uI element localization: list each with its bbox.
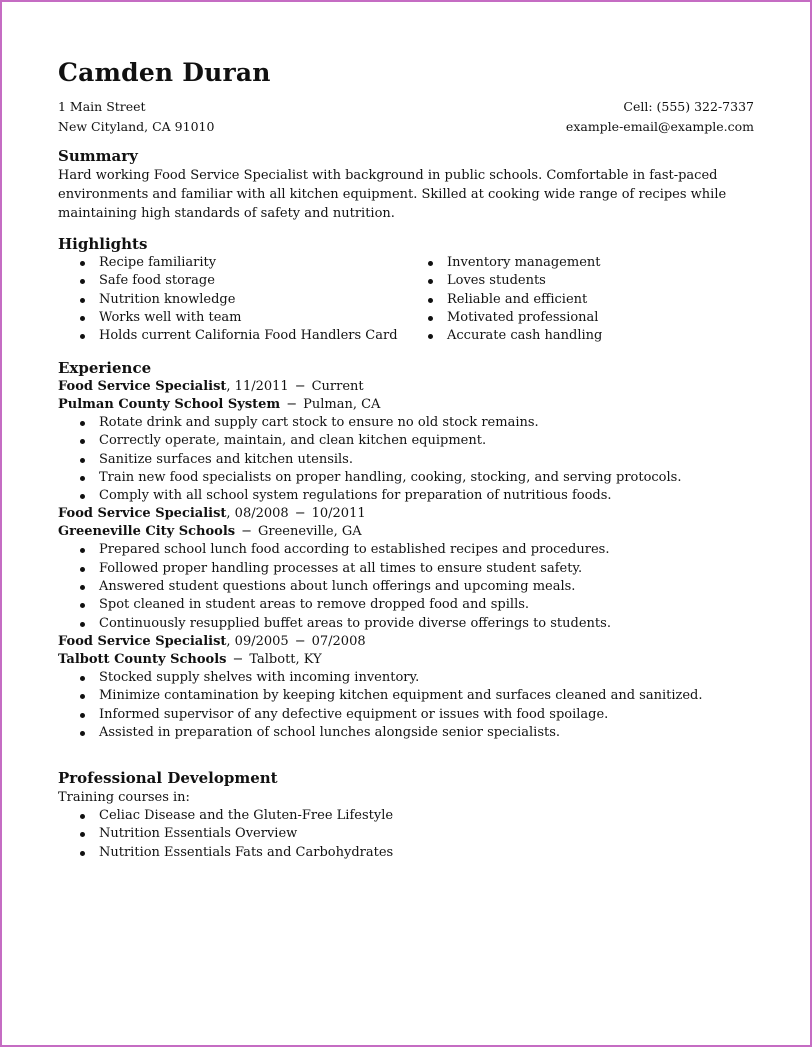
date-separator: − (294, 506, 306, 522)
course-item: Celiac Disease and the Gluten-Free Lifestyle (58, 807, 754, 825)
highlights-right-list (406, 254, 754, 345)
highlights-section (58, 234, 754, 345)
employer-location: Greeneville, GA (258, 524, 362, 540)
highlight-item: Inventory management (406, 254, 754, 272)
date-separator: − (294, 633, 306, 649)
duty-item: Train new food specialists on proper handling, cooking, stocking, and serving protocols. (58, 469, 754, 487)
job-entry (58, 505, 754, 632)
course-item: Nutrition Essentials Fats and Carbohydrates (58, 844, 754, 862)
highlight-item: Reliable and efficient (406, 291, 754, 309)
development-intro: Training courses in: (58, 790, 190, 805)
job-end-date: 07/2008 (311, 633, 366, 649)
employer-line (58, 396, 754, 414)
development-section (58, 768, 754, 862)
job-list (58, 378, 754, 742)
development-heading: Professional Development (58, 769, 278, 787)
highlight-item: Safe food storage (58, 272, 406, 290)
job-title: Food Service Specialist (58, 506, 227, 522)
job-duties (58, 669, 754, 742)
highlights-heading: Highlights (58, 235, 148, 253)
highlights-left-list (58, 254, 406, 345)
duty-item: Prepared school lunch food according to established recipes and procedures. (58, 541, 754, 559)
duty-item: Answered student questions about lunch offerings and upcoming meals. (58, 578, 754, 596)
course-item: Nutrition Essentials Overview (58, 825, 754, 843)
date-separator: − (294, 379, 306, 394)
duty-item: Minimize contamination by keeping kitchen equipment and surfaces cleaned and sanitized. (58, 687, 754, 705)
city-address: New Cityland, CA 91010 (58, 119, 215, 134)
job-entry (58, 378, 754, 505)
summary-heading: Summary (58, 147, 138, 165)
highlight-item: Motivated professional (406, 309, 754, 327)
highlight-item: Loves students (406, 272, 754, 290)
phone-number: Cell: (555) 322-7337 (623, 99, 754, 114)
experience-section (58, 358, 754, 742)
location-separator: − (241, 524, 253, 540)
job-end-date: 10/2011 (311, 506, 366, 522)
highlight-item: Works well with team (58, 309, 406, 327)
employer-name: Talbott County Schools (58, 651, 227, 667)
duty-item: Comply with all school system regulations for preparation of nutritious foods. (58, 487, 754, 505)
employer-location: Pulman, CA (303, 397, 381, 412)
employer-line (58, 651, 754, 669)
highlight-item: Holds current California Food Handlers Card (58, 327, 406, 345)
experience-heading: Experience (58, 359, 152, 377)
location-separator: − (286, 397, 298, 412)
contact-address (58, 97, 214, 137)
job-title: Food Service Specialist (58, 379, 227, 394)
highlight-item: Accurate cash handling (406, 327, 754, 345)
duty-item: Continuously resupplied buffet areas to provide diverse offerings to students. (58, 615, 754, 633)
duty-item: Sanitize surfaces and kitchen utensils. (58, 451, 754, 469)
highlights-columns (58, 254, 754, 345)
job-title-line (58, 505, 754, 523)
highlight-item: Recipe familiarity (58, 254, 406, 272)
employer-name: Pulman County School System (58, 397, 281, 412)
job-title-line (58, 378, 754, 396)
job-start-date: , 11/2011 (226, 379, 289, 394)
candidate-name: Camden Duran (58, 58, 271, 87)
job-entry (58, 633, 754, 742)
duty-item: Rotate drink and supply cart stock to ensure no old stock remains. (58, 414, 754, 432)
employer-location: Talbott, KY (249, 651, 322, 667)
duty-item: Assisted in preparation of school lunches alongside senior specialists. (58, 724, 754, 742)
street-address: 1 Main Street (58, 99, 146, 114)
job-duties (58, 414, 754, 505)
contact-details (566, 97, 754, 137)
duty-item: Correctly operate, maintain, and clean kitchen equipment. (58, 432, 754, 450)
location-separator: − (232, 651, 244, 667)
employer-name: Greeneville City Schools (58, 524, 236, 540)
development-list (58, 807, 754, 862)
duty-item: Followed proper handling processes at all times to ensure student safety. (58, 560, 754, 578)
email-address: example-email@example.com (565, 119, 754, 134)
job-start-date: , 08/2008 (226, 506, 289, 522)
job-title: Food Service Specialist (58, 633, 227, 649)
duty-item: Stocked supply shelves with incoming inventory. (58, 669, 754, 687)
job-start-date: , 09/2005 (226, 633, 289, 649)
job-duties (58, 541, 754, 632)
summary-section (58, 146, 754, 223)
highlight-item: Nutrition knowledge (58, 291, 406, 309)
duty-item: Spot cleaned in student areas to remove dropped food and spills. (58, 596, 754, 614)
employer-line (58, 523, 754, 541)
duty-item: Informed supervisor of any defective equipment or issues with food spoilage. (58, 706, 754, 724)
job-title-line (58, 633, 754, 651)
job-end-date: Current (311, 379, 364, 394)
summary-text: Hard working Food Service Specialist with background in public schools. Comfortable in fast-paced environments and familiar with all kitchen equipment. Skilled at cooking wide range of recipes while maintaining high standards of safety and nutrition. (58, 168, 727, 221)
